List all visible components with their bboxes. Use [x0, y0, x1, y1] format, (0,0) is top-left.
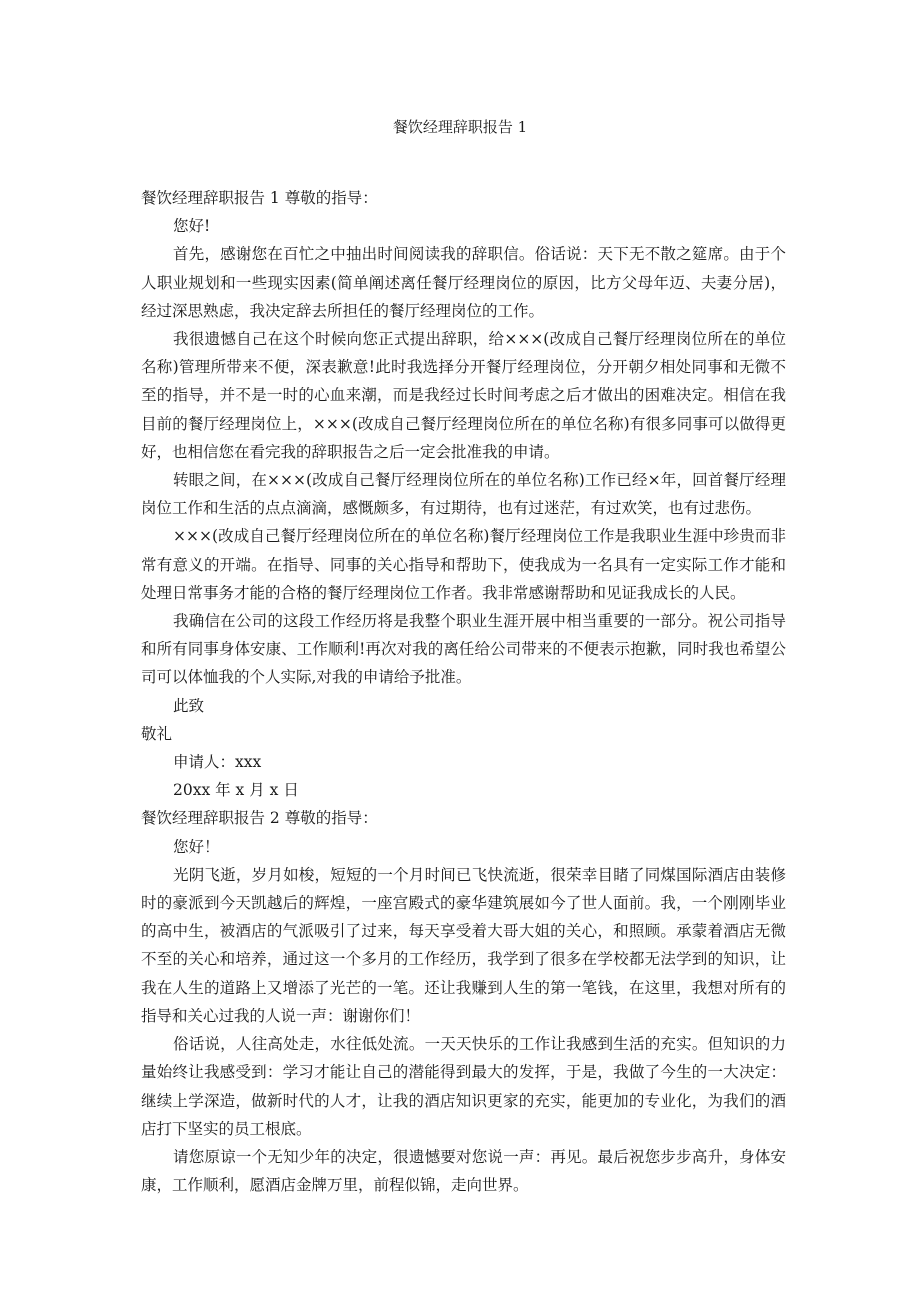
- letter2-greeting: 您好！: [173, 837, 220, 856]
- letter1-closing-cizhi: 此致: [173, 696, 205, 715]
- letter1-date: 20xx 年 x 月 x 日: [173, 781, 299, 800]
- letter1-paragraph: 我很遗憾自己在这个时候向您正式提出辞职，给×××(改成自己餐厅经理岗位所在的单位名称)管理所带来不便，深表歉意!此时我选择分开餐厅经理岗位，分开朝夕相处同事和无微不至的指导，并不是一时的心血来潮，而是我经过长时间考虑之后才做出的困难决定。相信在我目前的餐厅经理岗位上，×××(改成自己餐厅经理岗位所在的单位名称)有很多同事可以做得更好，也相信您在看完我的辞职报告之后一定会批准我的申请。: [141, 330, 786, 461]
- letter1-greeting: 您好!: [173, 217, 211, 236]
- letter1-heading: 餐饮经理辞职报告 1 尊敬的指导：: [141, 189, 378, 207]
- letter2-heading: 餐饮经理辞职报告 2 尊敬的指导：: [141, 809, 378, 828]
- document-title: 餐饮经理辞职报告 1: [392, 118, 528, 136]
- letter2-paragraph: 光阴飞逝，岁月如梭，短短的一个月时间已飞快流逝，很荣幸目睹了同煤国际酒店由装修时的豪派到今天凯越后的辉煌，一座宫殿式的豪华建筑展如今了世人面前。我，一个刚刚毕业的高中生，被酒店的气派吸引了过来，每天享受着大哥大姐的关心，和照顾。承蒙着酒店无微不至的关心和培养，通过这一个多月的工作经历，我学到了很多在学校都无法学到的知识，让我在人生的道路上又增添了光芒的一笔。还让我赚到人生的第一笔钱，在这里，我想对所有的指导和关心过我的人说一声：谢谢你们！: [141, 865, 786, 1025]
- letter1-paragraph: 首先，感谢您在百忙之中抽出时间阅读我的辞职信。俗话说：天下无不散之筵席。由于个人职业规划和一些现实因素(简单阐述离任餐厅经理岗位的原因，比方父母年迈、夫妻分居)，经过深思熟虑，我决定辞去所担任的餐厅经理岗位的工作。: [141, 245, 786, 320]
- letter1-applicant: 申请人：xxx: [173, 753, 262, 772]
- letter1-paragraph: 转眼之间，在×××(改成自己餐厅经理岗位所在的单位名称)工作已经×年，回首餐厅经理岗位工作和生活的点点滴滴，感慨颇多，有过期待，也有过迷茫，有过欢笑，也有过悲伤。: [141, 471, 786, 518]
- letter2-paragraph: 请您原谅一个无知少年的决定，很遗憾要对您说一声：再见。最后祝您步步高升，身体安康，工作顺利，愿酒店金牌万里，前程似锦，走向世界。: [141, 1147, 786, 1195]
- document-body: [141, 184, 786, 1199]
- letter1-closing-jingli: 敬礼: [141, 724, 173, 743]
- letter2-paragraph: 俗话说，人往高处走，水往低处流。一天天快乐的工作让我感到生活的充实。但知识的力量始终让我感受到：学习才能让自己的潜能得到最大的发挥，于是，我做了今生的一大决定：继续上学深造，做新时代的人才，让我的酒店知识更家的充实，能更加的专业化，为我们的酒店打下坚实的员工根底。: [141, 1035, 786, 1138]
- letter1-paragraph: 我确信在公司的这段工作经历将是我整个职业生涯开展中相当重要的一部分。祝公司指导和所有同事身体安康、工作顺利!再次对我的离任给公司带来的不便表示抱歉，同时我也希望公司可以体恤我的个人实际,对我的申请给予批准。: [141, 612, 786, 687]
- letter1-paragraph: ×××(改成自己餐厅经理岗位所在的单位名称)餐厅经理岗位工作是我职业生涯中珍贵而非常有意义的开端。在指导、同事的关心指导和帮助下，使我成为一名具有一定实际工作才能和处理日常事务才能的合格的餐厅经理岗位工作者。我非常感谢帮助和见证我成长的人民。: [141, 527, 786, 602]
